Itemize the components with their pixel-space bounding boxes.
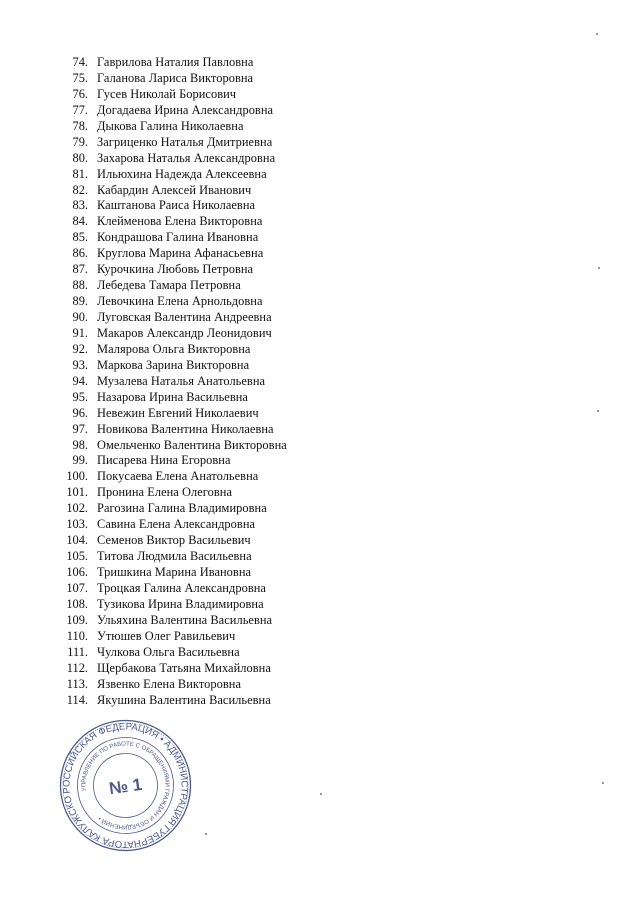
person-name: Омельченко Валентина Викторовна bbox=[97, 437, 287, 452]
item-number: 114. bbox=[66, 692, 88, 707]
person-name: Чулкова Ольга Васильевна bbox=[97, 644, 240, 659]
item-number: 80. bbox=[72, 150, 88, 165]
item-number: 110. bbox=[66, 628, 88, 643]
stamp-inner-text: УПРАВЛЕНИЕ ПО РАБОТЕ С ОБРАЩЕНИЯМИ ГРАЖДАН И ОБЪЕДИНЕНИЙ • bbox=[81, 741, 170, 830]
list-item bbox=[58, 581, 287, 597]
list-item bbox=[58, 469, 287, 485]
item-number: 88. bbox=[72, 278, 88, 293]
item-number: 103. bbox=[66, 517, 88, 532]
person-name: Курочкина Любовь Петровна bbox=[97, 262, 254, 277]
person-name: Тришкина Марина Ивановна bbox=[97, 565, 252, 579]
person-name: Макаров Александр Леонидович bbox=[97, 325, 272, 340]
item-number: 76. bbox=[72, 86, 88, 101]
item-number: 74. bbox=[72, 55, 88, 69]
person-name: Савина Елена Александровна bbox=[97, 517, 256, 532]
scan-speck bbox=[596, 33, 598, 35]
list-item bbox=[58, 262, 287, 278]
scan-speck bbox=[597, 410, 599, 412]
list-item bbox=[58, 71, 287, 87]
list-item bbox=[58, 693, 287, 709]
list-item bbox=[58, 342, 287, 358]
item-number: 84. bbox=[72, 214, 88, 229]
item-number: 100. bbox=[66, 469, 88, 484]
item-number: 109. bbox=[66, 612, 88, 627]
person-name: Захарова Наталья Александровна bbox=[97, 150, 276, 165]
list-item bbox=[58, 645, 287, 661]
item-number: 87. bbox=[72, 262, 88, 277]
list-item bbox=[58, 55, 287, 71]
list-item bbox=[58, 167, 287, 183]
item-number: 95. bbox=[72, 389, 88, 404]
list-item bbox=[58, 629, 287, 645]
person-name: Якушина Валентина Васильевна bbox=[97, 692, 271, 707]
person-name: Малярова Ольга Викторовна bbox=[97, 341, 251, 356]
person-name: Клейменова Елена Викторовна bbox=[97, 214, 263, 229]
person-name: Кондрашова Галина Ивановна bbox=[97, 230, 259, 245]
list-item bbox=[58, 406, 287, 422]
item-number: 98. bbox=[72, 437, 88, 452]
person-name: Гусев Николай Борисович bbox=[97, 86, 237, 101]
person-name: Галанова Лариса Викторовна bbox=[97, 70, 254, 85]
list-item bbox=[58, 485, 287, 501]
list-item bbox=[58, 246, 287, 262]
item-number: 77. bbox=[72, 102, 88, 117]
person-name: Кабардин Алексей Иванович bbox=[97, 182, 252, 197]
person-name: Каштанова Раиса Николаевна bbox=[97, 198, 256, 213]
list-item bbox=[58, 151, 287, 167]
list-item bbox=[58, 517, 287, 533]
list-item bbox=[58, 294, 287, 310]
item-number: 111. bbox=[67, 644, 88, 659]
list-item bbox=[58, 677, 287, 693]
item-number: 83. bbox=[72, 198, 88, 213]
item-number: 97. bbox=[72, 421, 88, 436]
item-number: 81. bbox=[72, 166, 88, 181]
list-item bbox=[58, 565, 287, 581]
scan-speck bbox=[320, 793, 322, 795]
list-item bbox=[58, 326, 287, 342]
item-number: 93. bbox=[72, 357, 88, 372]
item-number: 86. bbox=[72, 246, 88, 261]
item-number: 92. bbox=[72, 341, 88, 356]
person-name: Покусаева Елена Анатольевна bbox=[97, 469, 259, 484]
scan-speck bbox=[598, 267, 600, 269]
item-number: 78. bbox=[72, 118, 88, 133]
list-item bbox=[58, 661, 287, 677]
person-name: Догадаева Ирина Александровна bbox=[97, 102, 274, 117]
person-name: Семенов Виктор Васильевич bbox=[97, 533, 251, 548]
item-number: 105. bbox=[66, 549, 88, 564]
official-stamp bbox=[58, 718, 193, 853]
list-item bbox=[58, 278, 287, 294]
person-name: Тузикова Ирина Владимировна bbox=[97, 596, 264, 611]
person-name: Язвенко Елена Викторовна bbox=[97, 676, 241, 691]
item-number: 102. bbox=[66, 501, 88, 516]
list-item bbox=[58, 501, 287, 517]
list-item bbox=[58, 374, 287, 390]
list-item bbox=[58, 198, 287, 214]
item-number: 104. bbox=[66, 533, 88, 548]
list-item bbox=[58, 230, 287, 246]
list-item bbox=[58, 533, 287, 549]
item-number: 107. bbox=[66, 580, 88, 595]
list-item bbox=[58, 119, 287, 135]
person-name: Левочкина Елена Арнольдовна bbox=[97, 294, 263, 309]
item-number: 82. bbox=[72, 182, 88, 197]
item-number: 112. bbox=[66, 660, 88, 675]
person-name: Маркова Зарина Викторовна bbox=[97, 357, 250, 372]
item-number: 108. bbox=[66, 596, 88, 611]
person-name: Ульяхина Валентина Васильевна bbox=[97, 612, 273, 627]
person-name: Невежин Евгений Николаевич bbox=[97, 405, 259, 420]
item-number: 79. bbox=[72, 134, 88, 149]
item-number: 85. bbox=[72, 230, 88, 245]
person-name: Музалева Наталья Анатольевна bbox=[97, 373, 266, 388]
person-name: Дыкова Галина Николаевна bbox=[97, 118, 244, 133]
person-name: Утюшев Олег Равильевич bbox=[97, 628, 236, 643]
item-number: 75. bbox=[72, 70, 88, 85]
item-number: 90. bbox=[72, 310, 88, 324]
list-item bbox=[58, 549, 287, 565]
list-item bbox=[58, 438, 287, 454]
stamp-center-number: № 1 bbox=[107, 774, 144, 799]
list-item bbox=[58, 135, 287, 151]
item-number: 94. bbox=[72, 373, 88, 388]
list-item bbox=[58, 613, 287, 629]
list-item bbox=[58, 183, 287, 199]
person-name: Луговская Валентина Андреевна bbox=[97, 310, 272, 324]
list-item bbox=[58, 310, 287, 326]
list-item bbox=[58, 453, 287, 469]
person-name: Троцкая Галина Александровна bbox=[97, 580, 266, 595]
person-name: Рагозина Галина Владимировна bbox=[97, 501, 267, 516]
list-item bbox=[58, 390, 287, 406]
name-list bbox=[58, 55, 287, 708]
list-item bbox=[58, 422, 287, 438]
item-number: 89. bbox=[72, 294, 88, 309]
person-name: Новикова Валентина Николаевна bbox=[97, 421, 274, 436]
person-name: Круглова Марина Афанасьевна bbox=[97, 246, 264, 261]
list-item bbox=[58, 87, 287, 103]
scan-speck bbox=[205, 833, 207, 835]
item-number: 91. bbox=[72, 325, 88, 340]
item-number: 99. bbox=[72, 453, 88, 468]
person-name: Пронина Елена Олеговна bbox=[97, 485, 232, 500]
list-item bbox=[58, 103, 287, 119]
person-name: Щербакова Татьяна Михайловна bbox=[97, 660, 271, 675]
person-name: Писарева Нина Егоровна bbox=[97, 453, 231, 468]
stamp-outer-text: РОССИЙСКАЯ ФЕДЕРАЦИЯ • АДМИНИСТРАЦИЯ ГУБЕРНАТОРА КАЛУЖСКОЙ bbox=[61, 721, 190, 850]
item-number: 101. bbox=[66, 485, 88, 500]
person-name: Титова Людмила Васильевна bbox=[97, 549, 252, 564]
scan-speck bbox=[602, 782, 604, 784]
person-name: Назарова Ирина Васильевна bbox=[97, 389, 248, 404]
list-item bbox=[58, 358, 287, 374]
item-number: 113. bbox=[66, 676, 88, 691]
person-name: Ильюхина Надежда Алексеевна bbox=[97, 166, 267, 181]
person-name: Загриценко Наталья Дмитриевна bbox=[97, 134, 273, 149]
person-name: Гаврилова Наталия Павловна bbox=[97, 55, 254, 69]
item-number: 106. bbox=[66, 565, 88, 579]
person-name: Лебедева Тамара Петровна bbox=[97, 278, 241, 293]
list-item bbox=[58, 214, 287, 230]
item-number: 96. bbox=[72, 405, 88, 420]
list-item bbox=[58, 597, 287, 613]
